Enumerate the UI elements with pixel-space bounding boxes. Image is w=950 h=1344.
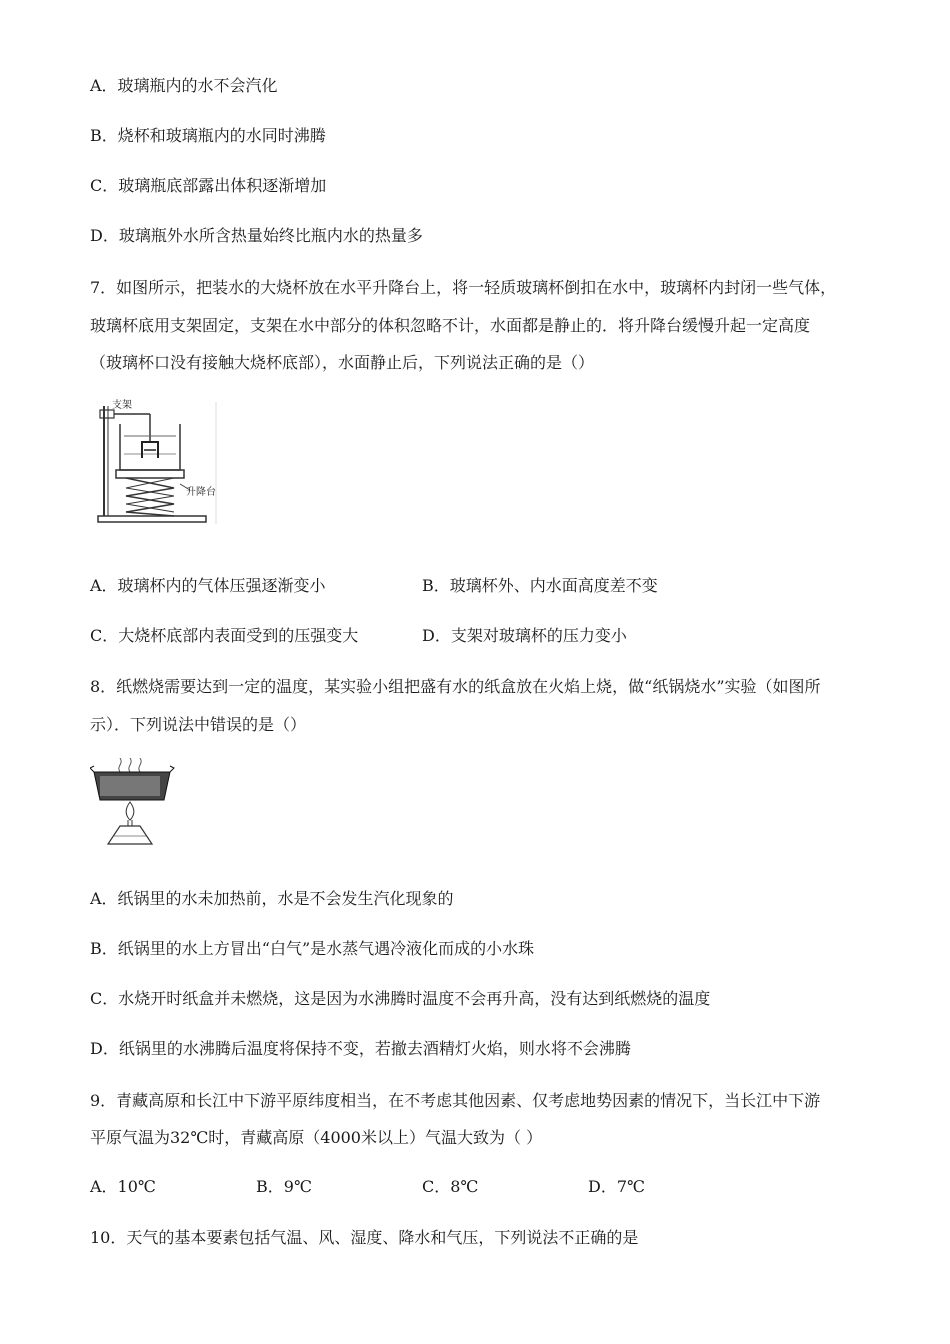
q6-option-b: B．烧杯和玻璃瓶内的水同时沸腾 bbox=[90, 126, 326, 145]
q8-paper-pot-figure bbox=[90, 758, 175, 850]
q9-option-a: A．10℃ bbox=[90, 1177, 156, 1196]
q7-option-c: C．大烧杯底部内表面受到的压强变大 bbox=[90, 626, 359, 645]
q7-option-a: A．玻璃杯内的气体压强逐渐变小 bbox=[90, 576, 326, 595]
q6-option-c: C．玻璃瓶底部露出体积逐渐增加 bbox=[90, 176, 327, 195]
q7-option-d: D．支架对玻璃杯的压力变小 bbox=[422, 626, 627, 645]
q10-stem-line-1: 10．天气的基本要素包括气温、风、湿度、降水和气压，下列说法不正确的是 bbox=[90, 1228, 639, 1247]
q6-option-d: D．玻璃瓶外水所含热量始终比瓶内水的热量多 bbox=[90, 226, 423, 245]
q8-stem-line-1: 8．纸燃烧需要达到一定的温度，某实验小组把盛有水的纸盒放在火焰上烧，做“纸锅烧水”实验（如图所 bbox=[90, 677, 821, 696]
q8-option-d: D．纸锅里的水沸腾后温度将保持不变，若撤去酒精灯火焰，则水将不会沸腾 bbox=[90, 1039, 631, 1058]
q8-option-a: A．纸锅里的水未加热前，水是不会发生汽化现象的 bbox=[90, 889, 454, 908]
q9-option-c: C．8℃ bbox=[422, 1177, 479, 1196]
q9-stem-line-1: 9．青藏高原和长江中下游平原纬度相当，在不考虑其他因素、仅考虑地势因素的情况下，当长江中下游 bbox=[90, 1091, 821, 1110]
q7-stem-line-2: 玻璃杯底用支架固定，支架在水中部分的体积忽略不计，水面都是静止的．将升降台缓慢升起一定高度 bbox=[90, 316, 811, 335]
figure-label-support: 支架 bbox=[112, 400, 132, 411]
q7-stem-line-1: 7．如图所示，把装水的大烧杯放在水平升降台上，将一轻质玻璃杯倒扣在水中，玻璃杯内封闭一些气体， bbox=[90, 278, 837, 297]
q8-stem-line-2: 示）．下列说法中错误的是（） bbox=[90, 715, 307, 734]
q9-option-d: D．7℃ bbox=[588, 1177, 645, 1196]
q9-option-b: B．9℃ bbox=[256, 1177, 312, 1196]
q8-option-b: B．纸锅里的水上方冒出“白气”是水蒸气遇冷液化而成的小水珠 bbox=[90, 939, 535, 958]
q7-stem-line-3: （玻璃杯口没有接触大烧杯底部），水面静止后，下列说法正确的是（） bbox=[90, 353, 595, 372]
q6-option-a: A．玻璃瓶内的水不会汽化 bbox=[90, 76, 278, 95]
q9-stem-line-2: 平原气温为32℃时，青藏高原（4000米以上）气温大致为（ ） bbox=[90, 1128, 543, 1147]
q7-lift-platform-figure bbox=[90, 398, 220, 528]
q8-option-c: C．水烧开时纸盒并未燃烧，这是因为水沸腾时温度不会再升高，没有达到纸燃烧的温度 bbox=[90, 989, 711, 1008]
figure-label-platform: 升降台 bbox=[186, 487, 216, 498]
q7-option-b: B．玻璃杯外、内水面高度差不变 bbox=[422, 576, 658, 595]
